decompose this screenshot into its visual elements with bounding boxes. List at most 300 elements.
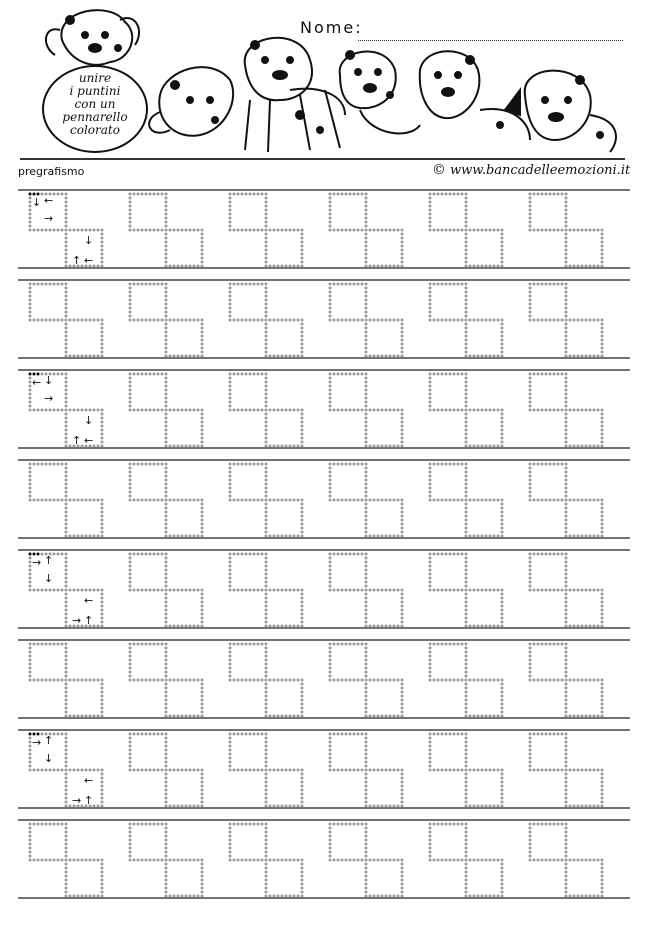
- trace-dot: [65, 781, 68, 784]
- trace-dot: [57, 553, 60, 556]
- trace-dot: [353, 229, 356, 232]
- trace-dot: [329, 757, 332, 760]
- trace-dot: [181, 679, 184, 682]
- trace-dot: [501, 347, 504, 350]
- trace-dot: [501, 515, 504, 518]
- trace-dot: [301, 683, 304, 686]
- trace-dot: [565, 565, 568, 568]
- trace-dot: [65, 511, 68, 514]
- trace-dot: [529, 479, 532, 482]
- trace-dot: [365, 351, 368, 354]
- trace-dot: [101, 343, 104, 346]
- trace-dot: [293, 679, 296, 682]
- trace-dot: [557, 463, 560, 466]
- trace-dot: [169, 409, 172, 412]
- trace-dot: [281, 769, 284, 772]
- direction-arrow-icon: ↓: [44, 374, 54, 387]
- trace-dot: [365, 535, 368, 538]
- trace-dot: [289, 769, 292, 772]
- trace-dot: [465, 887, 468, 890]
- trace-dot: [61, 823, 64, 826]
- trace-dot: [301, 801, 304, 804]
- trace-dot: [501, 695, 504, 698]
- trace-dot: [265, 647, 268, 650]
- trace-dot: [73, 535, 76, 538]
- trace-dot: [465, 761, 468, 764]
- trace-dot: [437, 553, 440, 556]
- trace-dot: [157, 373, 160, 376]
- trace-dot: [601, 229, 604, 232]
- trace-dot: [165, 863, 168, 866]
- trace-dot: [49, 283, 52, 286]
- trace-dot: [429, 409, 432, 412]
- trace-dot: [389, 265, 392, 268]
- trace-dot: [45, 859, 48, 862]
- trace-dot: [549, 229, 552, 232]
- trace-dot: [557, 679, 560, 682]
- trace-dot: [473, 715, 476, 718]
- trace-dot: [301, 437, 304, 440]
- trace-dot: [561, 589, 564, 592]
- trace-dot: [565, 847, 568, 850]
- trace-dot: [529, 471, 532, 474]
- trace-dot: [301, 527, 304, 530]
- trace-dot: [265, 609, 268, 612]
- trace-dot: [465, 589, 468, 592]
- trace-dot: [265, 781, 268, 784]
- trace-dot: [165, 295, 168, 298]
- trace-dot: [181, 265, 184, 268]
- trace-dot: [29, 827, 32, 830]
- trace-dot: [557, 859, 560, 862]
- trace-dot: [601, 503, 604, 506]
- trace-dot: [165, 441, 168, 444]
- trace-dot: [329, 577, 332, 580]
- trace-dot: [245, 283, 248, 286]
- trace-dot: [445, 679, 448, 682]
- trace-dot: [165, 425, 168, 428]
- trace-dot: [549, 193, 552, 196]
- trace-dot: [253, 553, 256, 556]
- trace-dot: [233, 499, 236, 502]
- trace-dot: [381, 355, 384, 358]
- trace-dot: [129, 573, 132, 576]
- trace-dot: [501, 883, 504, 886]
- trace-dot: [229, 647, 232, 650]
- trace-dot: [577, 805, 580, 808]
- trace-dot: [265, 201, 268, 204]
- trace-dot: [253, 229, 256, 232]
- trace-dot: [277, 625, 280, 628]
- trace-dot: [301, 323, 304, 326]
- trace-dot: [353, 553, 356, 556]
- trace-dot: [565, 265, 568, 268]
- trace-dot: [485, 499, 488, 502]
- trace-dot: [153, 283, 156, 286]
- trace-dot: [465, 871, 468, 874]
- trace-dot: [585, 445, 588, 448]
- trace-dot: [441, 823, 444, 826]
- trace-dot: [65, 585, 68, 588]
- trace-dot: [265, 299, 268, 302]
- trace-dot: [465, 507, 468, 510]
- trace-dot: [429, 193, 432, 196]
- trace-dot: [429, 753, 432, 756]
- trace-dot: [265, 499, 268, 502]
- trace-dot: [465, 695, 468, 698]
- trace-dot: [365, 793, 368, 796]
- trace-dot: [581, 265, 584, 268]
- trace-dot: [53, 283, 56, 286]
- trace-dot: [353, 769, 356, 772]
- trace-dot: [301, 867, 304, 870]
- trace-dot: [301, 617, 304, 620]
- trace-dot: [365, 385, 368, 388]
- trace-dot: [401, 707, 404, 710]
- trace-dot: [165, 753, 168, 756]
- trace-dot: [465, 519, 468, 522]
- trace-dot: [401, 233, 404, 236]
- trace-dot: [489, 409, 492, 412]
- trace-dot: [173, 859, 176, 862]
- trace-dot: [449, 499, 452, 502]
- trace-dot: [497, 409, 500, 412]
- trace-dot: [449, 859, 452, 862]
- trace-dot: [589, 499, 592, 502]
- trace-dot: [389, 319, 392, 322]
- trace-dot: [265, 683, 268, 686]
- trace-dot: [345, 499, 348, 502]
- trace-dot: [237, 823, 240, 826]
- trace-dot: [529, 859, 532, 862]
- trace-dot: [65, 417, 68, 420]
- trace-dot: [601, 601, 604, 604]
- trace-dot: [485, 589, 488, 592]
- trace-dot: [229, 553, 232, 556]
- trace-dot: [493, 445, 496, 448]
- trace-dot: [129, 749, 132, 752]
- trace-dot: [493, 409, 496, 412]
- trace-dot: [73, 859, 76, 862]
- trace-dot: [97, 589, 100, 592]
- trace-dot: [365, 257, 368, 260]
- trace-dot: [473, 319, 476, 322]
- trace-dot: [245, 823, 248, 826]
- trace-dot: [181, 625, 184, 628]
- trace-dot: [601, 237, 604, 240]
- trace-dot: [593, 589, 596, 592]
- trace-dot: [93, 319, 96, 322]
- trace-dot: [201, 883, 204, 886]
- trace-dot: [301, 499, 304, 502]
- trace-dot: [29, 835, 32, 838]
- trace-dot: [565, 299, 568, 302]
- trace-dot: [429, 499, 432, 502]
- trace-dot: [561, 823, 564, 826]
- trace-dot: [601, 785, 604, 788]
- trace-dot: [97, 445, 100, 448]
- trace-dot: [229, 287, 232, 290]
- trace-dot: [265, 797, 268, 800]
- trace-dot: [393, 895, 396, 898]
- trace-dot: [545, 463, 548, 466]
- trace-dot: [329, 299, 332, 302]
- trace-dot: [365, 667, 368, 670]
- trace-dot: [61, 589, 64, 592]
- trace-dot: [65, 437, 68, 440]
- trace-dot: [65, 523, 68, 526]
- trace-dot: [529, 855, 532, 858]
- trace-dot: [365, 249, 368, 252]
- trace-dot: [129, 843, 132, 846]
- trace-dot: [265, 605, 268, 608]
- trace-dot: [265, 433, 268, 436]
- trace-dot: [301, 237, 304, 240]
- trace-dot: [329, 319, 332, 322]
- trace-dot: [269, 895, 272, 898]
- trace-dot: [565, 667, 568, 670]
- trace-dot: [565, 805, 568, 808]
- trace-dot: [41, 859, 44, 862]
- trace-dot: [393, 805, 396, 808]
- trace-dot: [165, 319, 168, 322]
- trace-dot: [465, 417, 468, 420]
- trace-dot: [581, 859, 584, 862]
- trace-dot: [65, 441, 68, 444]
- trace-dot: [585, 805, 588, 808]
- trace-dot: [137, 463, 140, 466]
- trace-dot: [601, 715, 604, 718]
- trace-dot: [97, 859, 100, 862]
- trace-dot: [265, 777, 268, 780]
- trace-dot: [565, 851, 568, 854]
- trace-dot: [433, 229, 436, 232]
- trace-dot: [101, 527, 104, 530]
- trace-dot: [265, 843, 268, 846]
- trace-dot: [429, 299, 432, 302]
- trace-dot: [201, 527, 204, 530]
- trace-dot: [585, 895, 588, 898]
- trace-dot: [165, 565, 168, 568]
- trace-dot: [365, 781, 368, 784]
- trace-dot: [193, 715, 196, 718]
- trace-dot: [369, 769, 372, 772]
- trace-dot: [565, 201, 568, 204]
- trace-dot: [465, 793, 468, 796]
- trace-dot: [65, 287, 68, 290]
- trace-dot: [73, 589, 76, 592]
- trace-dot: [581, 769, 584, 772]
- trace-dot: [589, 715, 592, 718]
- trace-dot: [65, 569, 68, 572]
- trace-dot: [573, 769, 576, 772]
- trace-dot: [265, 523, 268, 526]
- trace-dot: [157, 463, 160, 466]
- trace-dot: [129, 741, 132, 744]
- trace-dot: [557, 373, 560, 376]
- trace-dot: [401, 413, 404, 416]
- trace-dot: [429, 757, 432, 760]
- trace-dot: [601, 425, 604, 428]
- trace-dot: [165, 393, 168, 396]
- trace-dot: [373, 625, 376, 628]
- trace-dot: [569, 319, 572, 322]
- trace-dot: [201, 421, 204, 424]
- trace-dot: [565, 519, 568, 522]
- trace-dot: [589, 589, 592, 592]
- trace-dot: [29, 757, 32, 760]
- trace-dot: [277, 589, 280, 592]
- trace-dot: [97, 499, 100, 502]
- trace-dot: [565, 769, 568, 772]
- trace-dot: [265, 491, 268, 494]
- trace-dot: [129, 377, 132, 380]
- trace-dot: [477, 535, 480, 538]
- trace-dot: [429, 839, 432, 842]
- trace-dot: [245, 589, 248, 592]
- trace-dot: [165, 761, 168, 764]
- trace-dot: [301, 785, 304, 788]
- trace-dot: [329, 741, 332, 744]
- trace-dot: [129, 643, 132, 646]
- trace-dot: [561, 769, 564, 772]
- trace-dot: [193, 409, 196, 412]
- trace-dot: [265, 573, 268, 576]
- trace-dot: [69, 769, 72, 772]
- trace-dot: [329, 839, 332, 842]
- trace-dot: [329, 553, 332, 556]
- trace-dot: [73, 409, 76, 412]
- trace-dot: [473, 535, 476, 538]
- trace-dot: [365, 613, 368, 616]
- trace-dot: [485, 895, 488, 898]
- trace-dot: [553, 193, 556, 196]
- trace-dot: [429, 831, 432, 834]
- trace-dot: [265, 331, 268, 334]
- trace-dot: [101, 421, 104, 424]
- trace-dot: [593, 499, 596, 502]
- trace-dot: [301, 253, 304, 256]
- trace-dot: [601, 331, 604, 334]
- trace-dot: [589, 895, 592, 898]
- trace-dot: [37, 733, 40, 736]
- trace-dot: [201, 887, 204, 890]
- trace-dot: [165, 707, 168, 710]
- trace-dot: [381, 715, 384, 718]
- trace-dot: [465, 253, 468, 256]
- trace-dot: [101, 523, 104, 526]
- trace-dot: [401, 519, 404, 522]
- trace-dot: [229, 381, 232, 384]
- trace-dot: [129, 745, 132, 748]
- trace-dot: [165, 283, 168, 286]
- trace-dot: [365, 307, 368, 310]
- trace-dot: [129, 827, 132, 830]
- trace-dot: [465, 483, 468, 486]
- trace-dot: [349, 409, 352, 412]
- trace-dot: [477, 265, 480, 268]
- trace-dot: [257, 823, 260, 826]
- trace-dot: [589, 535, 592, 538]
- trace-dot: [349, 229, 352, 232]
- trace-dot: [365, 895, 368, 898]
- trace-dot: [569, 445, 572, 448]
- trace-dot: [529, 201, 532, 204]
- trace-dot: [501, 621, 504, 624]
- trace-dot: [65, 679, 68, 682]
- trace-dot: [37, 463, 40, 466]
- trace-dot: [193, 679, 196, 682]
- trace-dot: [41, 769, 44, 772]
- trace-dot: [365, 409, 368, 412]
- trace-dot: [401, 527, 404, 530]
- trace-dot: [597, 445, 600, 448]
- trace-dot: [393, 715, 396, 718]
- trace-dot: [497, 715, 500, 718]
- trace-dot: [329, 193, 332, 196]
- trace-dot: [65, 335, 68, 338]
- trace-dot: [145, 229, 148, 232]
- trace-dot: [453, 643, 456, 646]
- trace-dot: [265, 261, 268, 264]
- trace-dot: [381, 769, 384, 772]
- trace-dot: [337, 859, 340, 862]
- trace-dot: [461, 823, 464, 826]
- trace-dot: [133, 409, 136, 412]
- trace-dot: [565, 245, 568, 248]
- trace-dot: [365, 323, 368, 326]
- trace-dot: [365, 757, 368, 760]
- trace-dot: [281, 445, 284, 448]
- trace-dot: [329, 393, 332, 396]
- trace-dot: [493, 805, 496, 808]
- trace-dot: [465, 303, 468, 306]
- trace-dot: [189, 535, 192, 538]
- trace-dot: [501, 421, 504, 424]
- trace-dot: [573, 535, 576, 538]
- trace-dot: [589, 229, 592, 232]
- trace-dot: [301, 715, 304, 718]
- trace-dot: [81, 769, 84, 772]
- trace-dot: [401, 781, 404, 784]
- trace-dot: [129, 225, 132, 228]
- trace-dot: [565, 855, 568, 858]
- trace-dot: [601, 527, 604, 530]
- trace-dot: [465, 597, 468, 600]
- trace-dot: [101, 433, 104, 436]
- trace-dot: [185, 265, 188, 268]
- trace-dot: [97, 805, 100, 808]
- trace-dot: [37, 193, 40, 196]
- trace-dot: [365, 593, 368, 596]
- trace-dot: [301, 503, 304, 506]
- trace-dot: [229, 373, 232, 376]
- trace-dot: [165, 355, 168, 358]
- trace-dot: [181, 535, 184, 538]
- trace-dot: [161, 733, 164, 736]
- trace-dot: [601, 625, 604, 628]
- trace-dot: [65, 777, 68, 780]
- trace-dot: [529, 315, 532, 318]
- trace-dot: [465, 863, 468, 866]
- trace-dot: [601, 687, 604, 690]
- trace-dot: [433, 589, 436, 592]
- trace-dot: [157, 409, 160, 412]
- trace-dot: [229, 745, 232, 748]
- trace-dot: [465, 515, 468, 518]
- trace-dot: [65, 703, 68, 706]
- trace-dot: [445, 193, 448, 196]
